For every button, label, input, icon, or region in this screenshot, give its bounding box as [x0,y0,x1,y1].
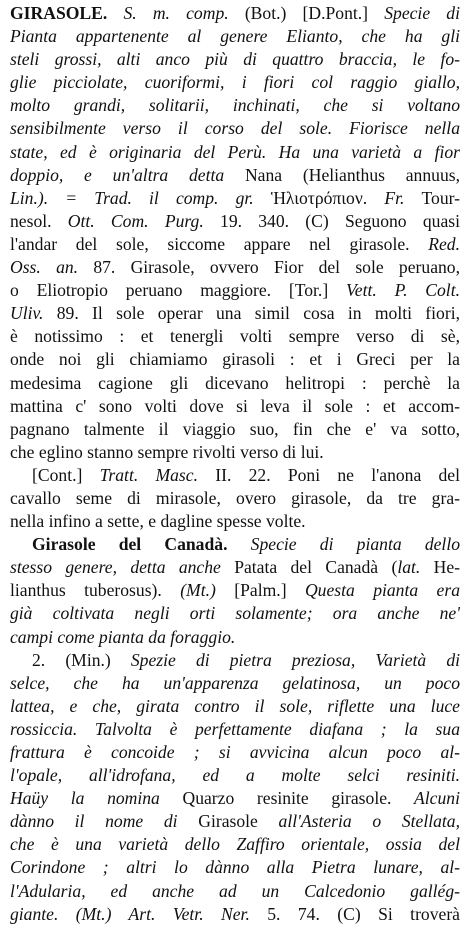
text-line [10,25,460,48]
text-line [10,48,460,71]
text-line [10,94,460,117]
text-line [10,718,460,741]
text-segment: o Eliotropio peruano maggiore. [Tor.] [10,280,346,301]
text-line [10,117,460,140]
text-segment: molto grandi, solitarii, inchinati, che si voltano [10,95,460,116]
text-segment: Tour- [421,187,460,208]
headword: Girasole del Canadà. [32,534,251,555]
text-segment: Uliv. [10,303,57,324]
text-segment: onde noi gli chiamiamo girasoli : et i Greci per la [10,349,460,370]
text-line [10,672,460,695]
text-segment: Questa pianta era [304,580,460,601]
text-segment: Vett. P. Colt. [346,280,460,301]
text-segment: Spezie di pietra preziosa, Varietà di [130,649,460,670]
text-segment: giante. (Mt.) [10,903,129,924]
text-segment: glie picciolate, cuoriformi, i fiori col raggio giallo, [10,72,460,93]
text-line [10,418,460,441]
text-segment: nella infino a sette, e dagline spesse volte. [10,511,306,532]
text-segment: è notissimo : et tenergli volti sempre verso di sè, [10,326,460,347]
text-line [10,880,460,903]
text-segment: Ott. Com. Purg. [67,210,221,231]
text-segment: all'Asteria o Stellata, [278,811,460,832]
text-line [10,510,460,533]
text-segment: Oss. an. [10,257,94,278]
text-segment: 5. 74. (C) Si troverà [267,903,460,924]
text-segment: state, ed è originaria del Perù. Ha una varietà a fior [10,141,460,162]
text-segment: l'andar del sole, siccome appare nel girasole. [10,233,429,254]
text-line [10,279,460,302]
text-segment: Pianta appartenente al genere Elianto, che ha gli [10,26,460,47]
text-segment: Art. Vetr. Ner. [128,903,268,924]
text-segment: nesol. [10,210,68,231]
text-segment: frattura è concoide ; si avvicina alcun poco al- [10,742,460,762]
text-line [10,395,460,418]
text-segment: selce, che ha un'apparenza gelatinosa, un poco [10,672,460,693]
text-segment: Corindone ; altri lo dànno alla Pietra lunare, al- [10,857,460,878]
text-segment: steli grossi, alti anco più di quattro braccia, le fo- [10,49,460,70]
headword: GIRASOLE. [10,3,124,23]
text-segment: già coltivata negli orti solamente; ora anche ne' [10,603,460,624]
text-segment: Red. [428,233,460,254]
text-segment: Quarzo resinite girasole. [182,788,415,809]
text-segment: [Cont.] [32,464,100,485]
text-segment: cavallo seme di mirasole, overo girasole, da tre gra- [10,487,460,508]
text-line [10,856,460,879]
text-line [10,2,460,25]
text-segment: 2. (Min.) [32,649,131,670]
text-segment: rossiccia. Talvolta è perfettamente diafana ; la sua [10,718,460,739]
text-segment: S. m. comp. [123,3,245,23]
text-segment: (Mt.) [180,580,235,601]
text-segment: Tratt. Masc. [99,464,216,485]
text-line [10,302,460,325]
text-line [10,695,460,718]
text-line [10,741,460,764]
text-segment: II. 22. Poni ne l'anona del [215,464,460,485]
text-segment: Ἡλιοτρόπιον. [270,187,385,208]
text-line [10,626,460,649]
text-segment: He- [433,557,460,578]
text-segment: medesima cagione gli dicevano helitropi : perchè la [10,372,460,393]
text-segment: lattea, e che, girata contro il sole, riflette una luce [10,695,460,716]
text-line [10,579,460,602]
text-segment: pagnano talmente il viaggio suo, fin che e' va sotto, [10,418,460,439]
text-line [10,556,460,579]
text-line [10,164,460,187]
text-segment: Alcuni [414,788,460,809]
text-line [10,649,460,672]
text-line [10,464,460,487]
text-segment: 89. Il sole operar una simil cosa in molti fiori, [56,303,460,324]
text-segment: lianthus tuberosus). [10,580,181,601]
text-segment: Haüy la nomina [10,788,183,809]
text-line [10,372,460,395]
text-segment: Lin.). = Trad. il comp. gr. [10,187,271,208]
text-segment: dànno il nome di [10,811,199,832]
text-segment: mattina c' sono volti dove si leva il sole : et accom- [10,395,460,416]
text-line [10,441,460,464]
text-segment: Specie di pianta dello [250,534,460,555]
text-segment: Specie di [384,3,460,23]
text-line [10,210,460,233]
text-line [10,187,460,210]
text-line [10,533,460,556]
text-segment: Girasole [198,811,279,832]
text-segment: Fr. [384,187,422,208]
text-line [10,487,460,510]
text-line [10,903,460,926]
text-segment: (Bot.) [D.Pont.] [244,3,385,23]
text-line [10,787,460,810]
text-line [10,71,460,94]
text-segment: 19. 340. (C) Seguono quasi [220,210,460,231]
text-segment: l'Adularia, ed anche ad un Calcedonio gallég- [10,880,460,901]
text-segment: che è una varietà dello Zaffiro orientale, ossia del [10,834,460,855]
text-line [10,141,460,164]
text-segment: 87. Girasole, ovvero Fior del sole peruano, [93,257,460,278]
text-segment: Patata del Canadà ( [234,557,398,578]
text-line [10,348,460,371]
text-segment: [Palm.] [234,580,305,601]
text-line [10,256,460,279]
text-segment: campi come pianta da foraggio. [10,626,236,647]
text-line [10,602,460,625]
text-segment: Nana (Helianthus annuus, [244,164,460,185]
text-segment: stesso genere, detta anche [10,557,235,578]
text-line [10,764,460,787]
text-segment: doppio, e un'altra detta [10,164,245,185]
text-line [10,833,460,856]
text-segment: l'opale, all'idrofana, ed a molte selci resiniti. [10,765,460,786]
text-segment: lat. [397,557,434,578]
text-segment: che eglino stanno sempre rivolti verso di lui. [10,441,324,462]
text-line [10,810,460,833]
text-line [10,233,460,256]
text-segment: sensibilmente verso il corso del sole. Fiorisce nella [10,118,460,139]
text-line [10,325,460,348]
